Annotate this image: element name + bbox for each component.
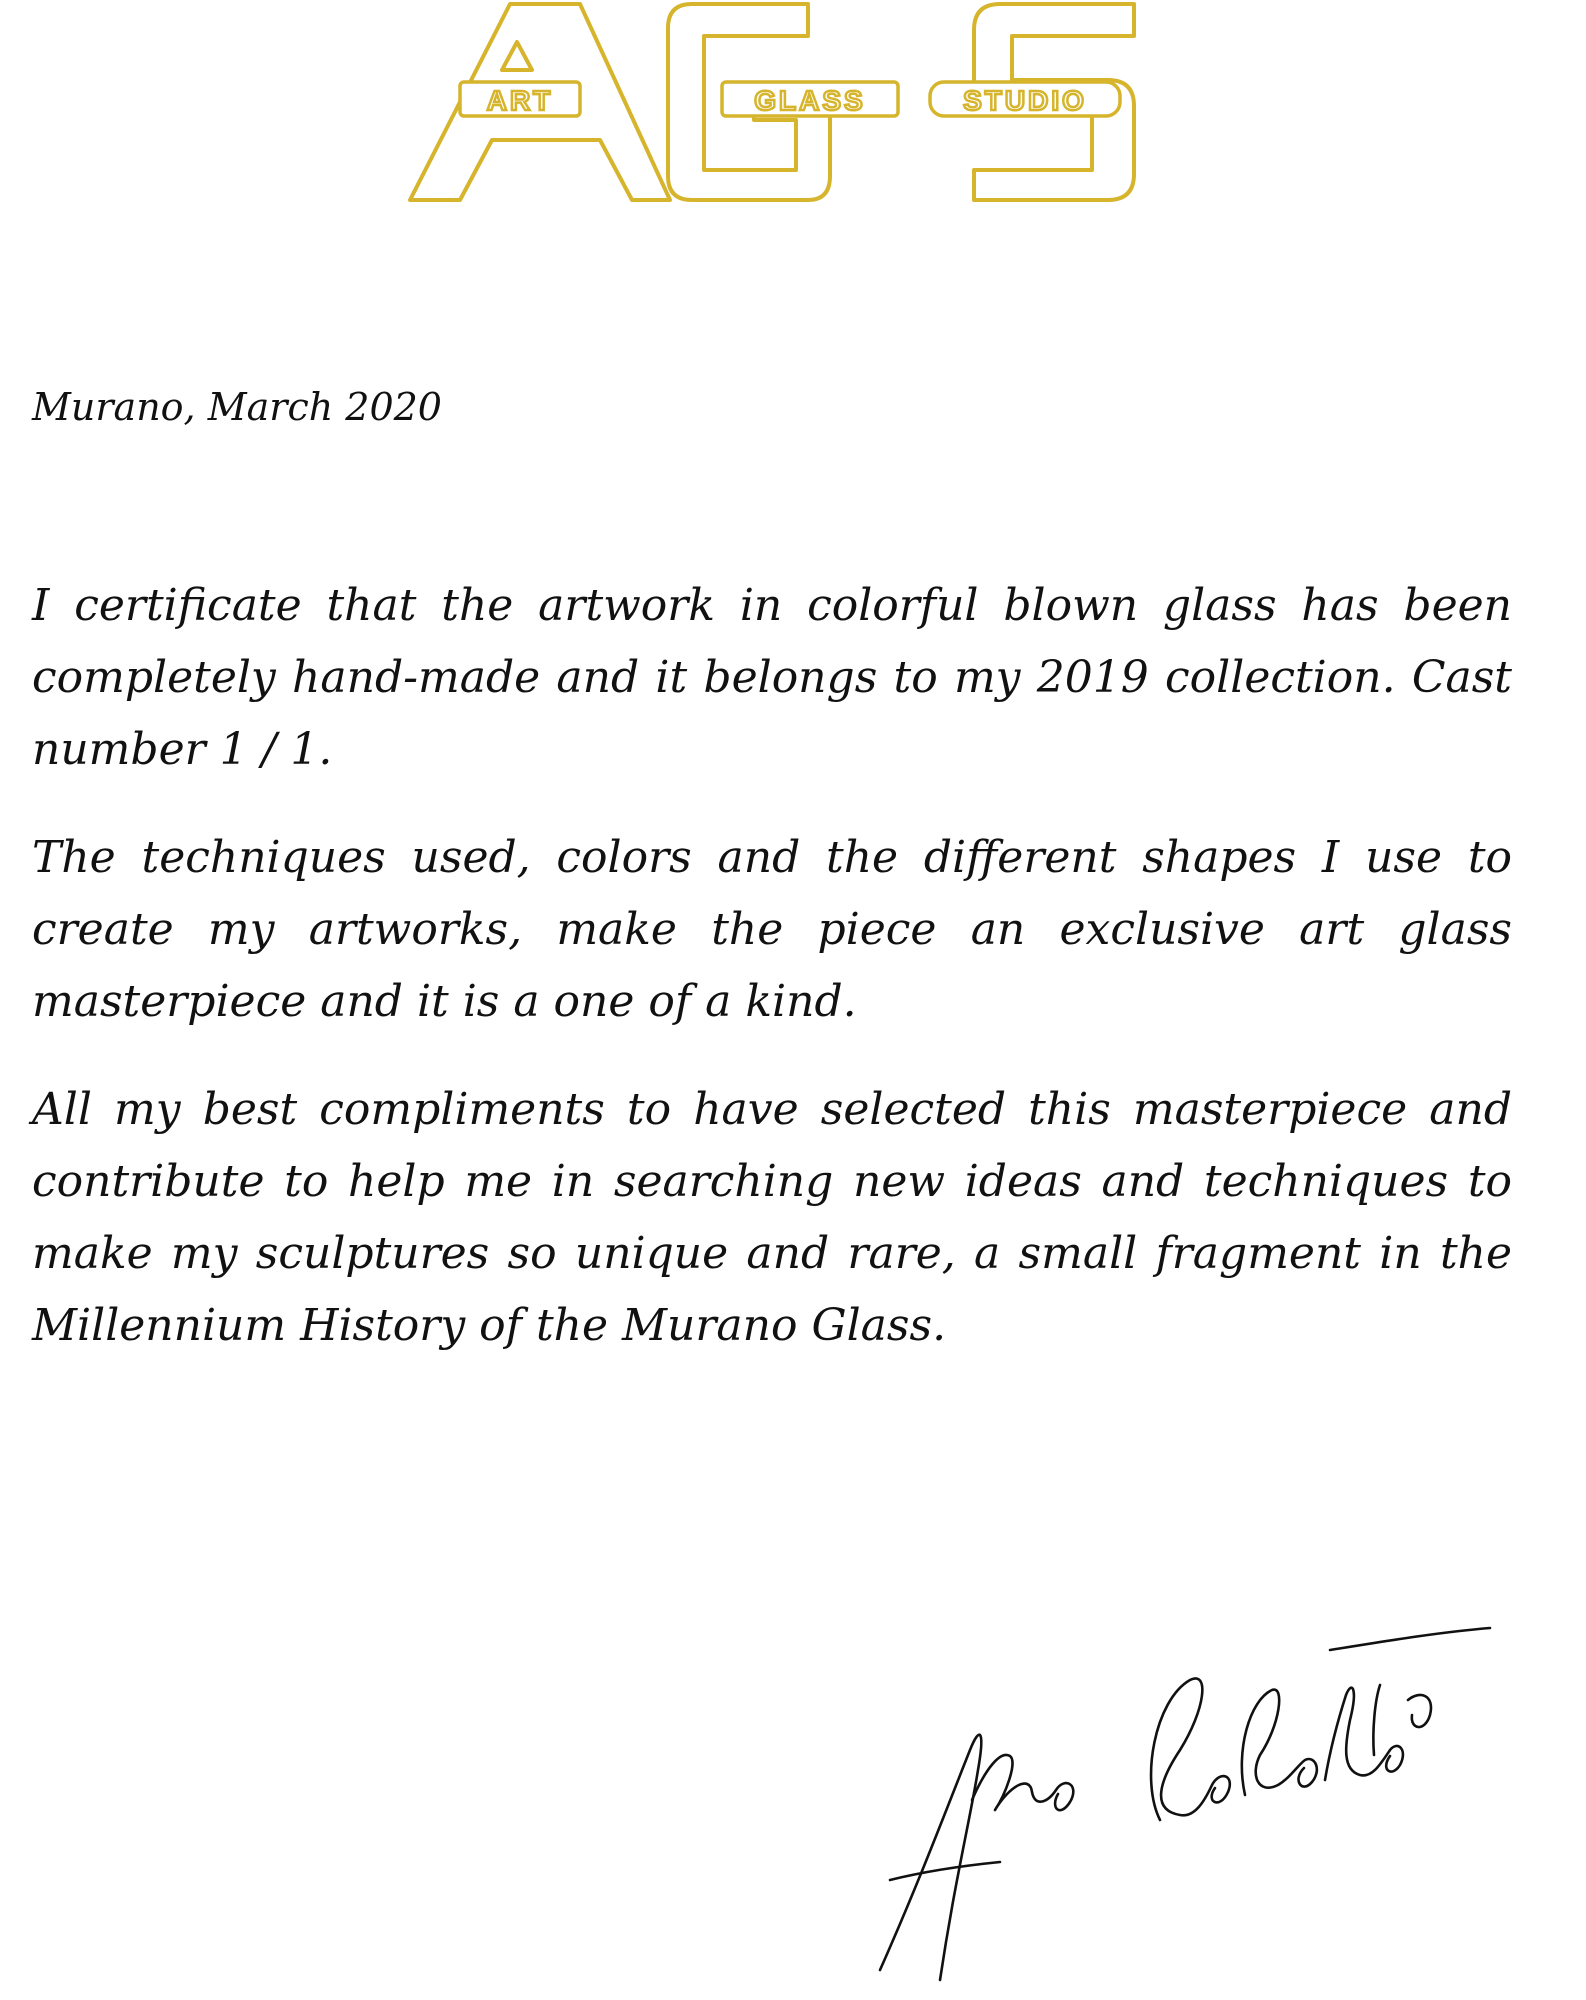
letter-body [32, 570, 1512, 1398]
ags-logo [400, 0, 1140, 210]
letter-date-line: Murano, March 2020 [32, 385, 442, 429]
logo-studio-text: STUDIO [963, 85, 1087, 116]
handwritten-signature [860, 1580, 1500, 1990]
letter-paragraph-techniques: The techniques used, colors and the different shapes I use to create my artworks, make the piece an exclusive art glass masterpiece and it is a one of a kind. [32, 832, 1512, 1027]
letter-paragraph-certificate: I certificate that the artwork in colorful blown glass has been completely hand-made and it belongs to my 2019 collection. Cast number 1 / 1. [32, 580, 1512, 775]
logo-letter-a-triangle [502, 42, 532, 70]
letter-paragraph-compliments: All my best compliments to have selected this masterpiece and contribute to help me in searching new ideas and techniques to make my sculptures so unique and rare, a small fragment in the Millennium History of the Murano Glass. [32, 1084, 1512, 1351]
logo-art-text: ART [486, 85, 554, 116]
logo-glass-text: GLASS [754, 85, 866, 116]
